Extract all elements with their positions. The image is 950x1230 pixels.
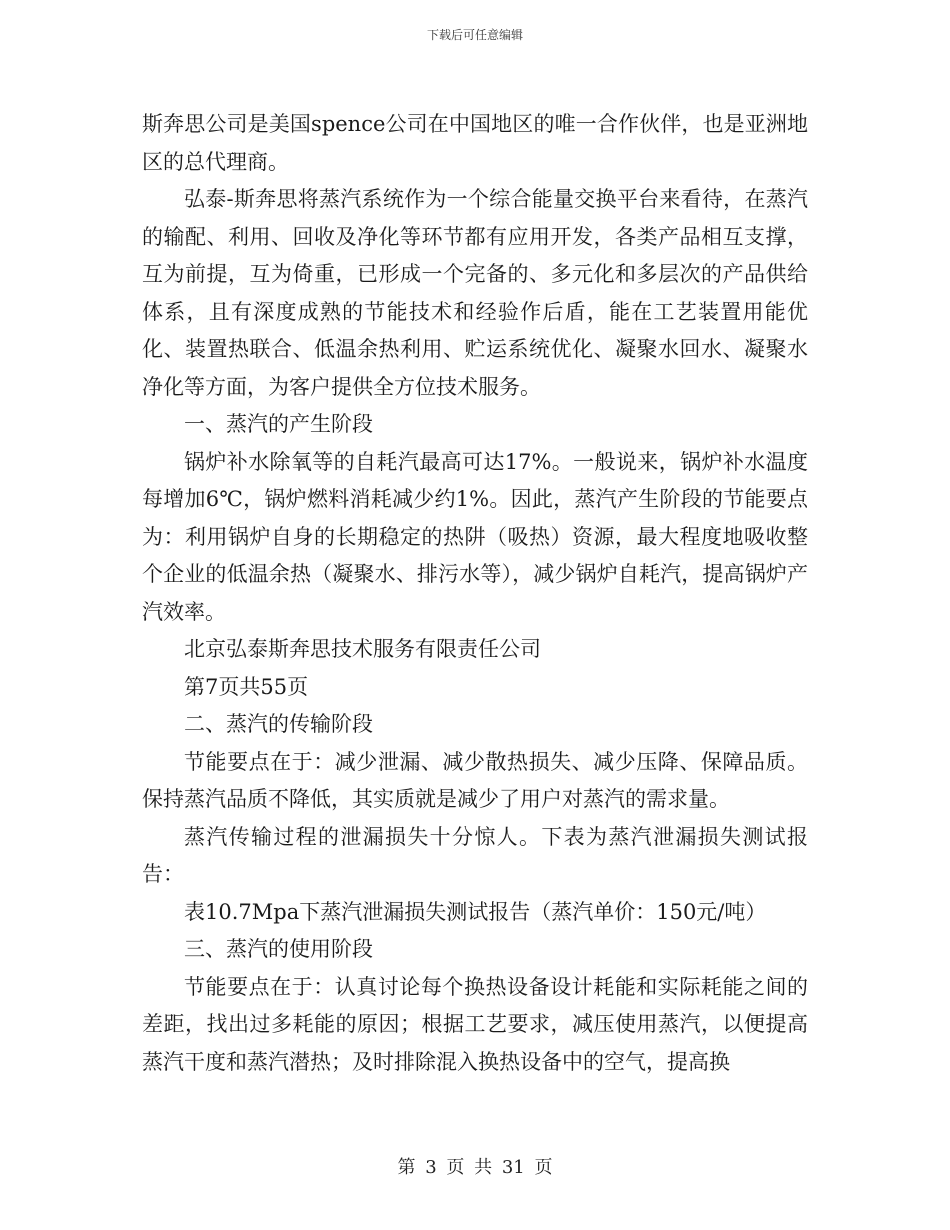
document-body <box>142 106 808 1081</box>
paragraph-3: 锅炉补水除氧等的自耗汽最高可达17%。一般说来，锅炉补水温度每增加6℃，锅炉燃料消耗减少约1%。因此，蒸汽产生阶段的节能要点为：利用锅炉自身的长期稳定的热阱（吸热）资源，最大程度地吸收整个企业的低温余热（凝聚水、排污水等），减少锅炉自耗汽，提高锅炉产汽效率。 <box>142 449 808 624</box>
section-heading-2: 二、蒸汽的传输阶段 <box>184 712 373 736</box>
page-header: 下载后可任意编辑 <box>426 28 523 42</box>
paragraph-1: 斯奔思公司是美国spence公司在中国地区的唯一合作伙伴，也是亚洲地区的总代理商。 <box>142 112 808 174</box>
page-footer: 第 3 页 共 31 页 <box>397 1157 553 1178</box>
company-name-line: 北京弘泰斯奔思技术服务有限责任公司 <box>184 637 541 661</box>
section-heading-3: 三、蒸汽的使用阶段 <box>184 937 373 961</box>
paragraph-4: 节能要点在于：减少泄漏、减少散热损失、减少压降、保障品质。保持蒸汽品质不降低，其实质就是减少了用户对蒸汽的需求量。 <box>142 749 808 811</box>
paragraph-6: 节能要点在于：认真讨论每个换热设备设计耗能和实际耗能之间的差距，找出过多耗能的原因；根据工艺要求，减压使用蒸汽，以便提高蒸汽干度和蒸汽潜热；及时排除混入换热设备中的空气，提高换 <box>142 974 808 1074</box>
paragraph-2: 弘泰-斯奔思将蒸汽系统作为一个综合能量交换平台来看待，在蒸汽的输配、利用、回收及净化等环节都有应用开发，各类产品相互支撑，互为前提，互为倚重，已形成一个完备的、多元化和多层次的产品供给体系，且有深度成熟的节能技术和经验作后盾，能在工艺装置用能优化、装置热联合、低温余热利用、贮运系统优化、凝聚水回水、凝聚水净化等方面，为客户提供全方位技术服务。 <box>142 187 808 399</box>
table-caption: 表10.7Mpa下蒸汽泄漏损失测试报告（蒸汽单价：150元/吨） <box>184 899 767 924</box>
inline-page-number: 第7页共55页 <box>184 674 309 699</box>
paragraph-5: 蒸汽传输过程的泄漏损失十分惊人。下表为蒸汽泄漏损失测试报告： <box>142 824 808 886</box>
section-heading-1: 一、蒸汽的产生阶段 <box>184 412 373 436</box>
